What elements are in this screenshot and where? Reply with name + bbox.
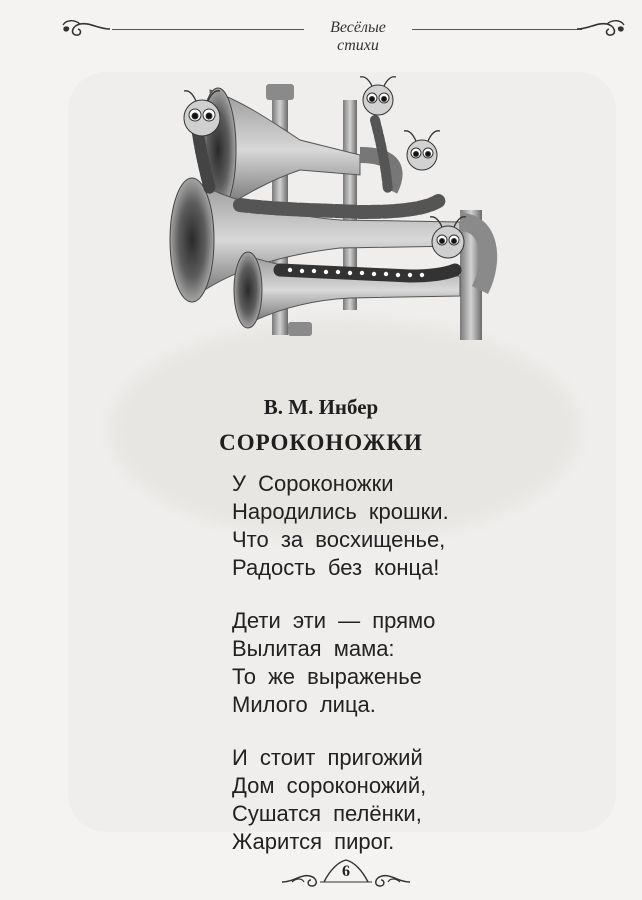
header-rule-right <box>412 29 582 30</box>
ornament-swirl-left-icon <box>60 18 112 40</box>
poem-line: Дом сороконожий, <box>232 773 427 798</box>
running-header <box>60 14 620 54</box>
page-footer <box>280 856 412 892</box>
ornament-swirl-right-icon <box>575 18 627 40</box>
poem-stanza <box>232 470 592 582</box>
header-rule-left <box>112 29 304 30</box>
poem-line: Сушатся пелёнки, <box>232 801 422 826</box>
poem-line: То же выраженье <box>232 664 422 689</box>
illustration-horns-centipedes <box>160 60 500 360</box>
poem-line: Милого лица. <box>232 692 376 717</box>
poem-line: Народились крошки. <box>232 499 449 524</box>
poem-body <box>232 470 592 881</box>
poem-line: Вылитая мама: <box>232 636 395 661</box>
running-title: Весёлые стихи <box>330 19 386 54</box>
poem-stanza <box>232 744 592 856</box>
poem-line: Дети эти — прямо <box>232 608 436 633</box>
poem-line: Жарится пирог. <box>232 829 395 854</box>
poem-stanza <box>232 607 592 719</box>
poem-line: Радость без конца! <box>232 555 440 580</box>
poem-title: СОРОКОНОЖКИ <box>219 430 423 455</box>
poem-line: Что за восхищенье, <box>232 527 446 552</box>
poem-line: И стоит пригожий <box>232 745 423 770</box>
page-number: 6 <box>342 863 350 880</box>
poem-author: В. М. Инбер <box>263 395 379 419</box>
poem-line: У Сороконожки <box>232 471 394 496</box>
